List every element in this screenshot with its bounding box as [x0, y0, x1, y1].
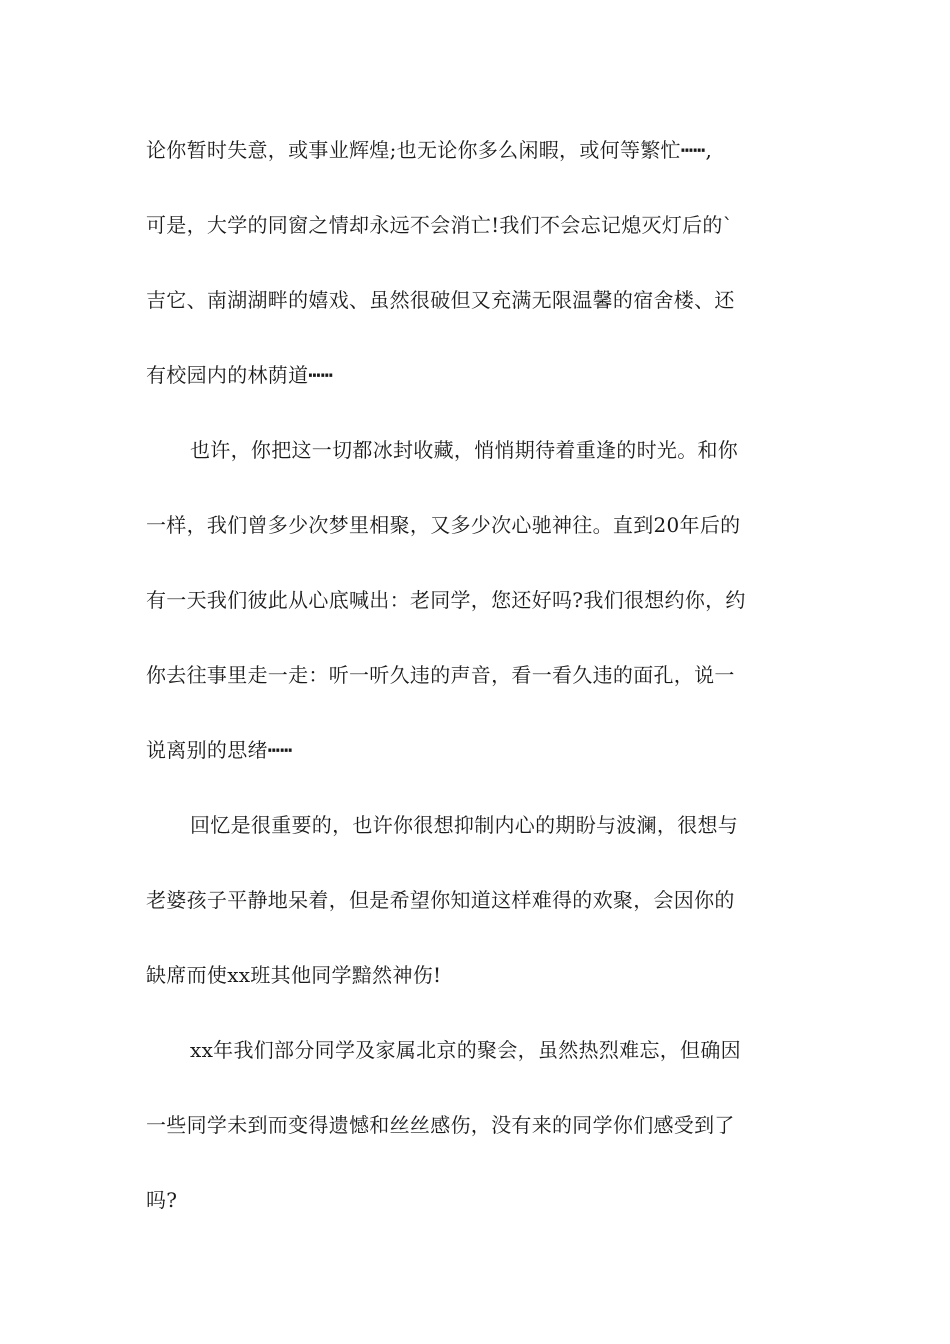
paragraph-first-line: 也许，你把这一切都冰封收藏，悄悄期待着重逢的时光。和你 [190, 438, 739, 462]
text-line: 可是，大学的同窗之情却永远不会消亡!我们不会忘记熄灭灯后的` [146, 213, 734, 237]
text-line: 有校园内的林荫道┅┅ [146, 363, 334, 387]
text-line: 吉它、南湖湖畔的嬉戏、虽然很破但又充满无限温馨的宿舍楼、还 [146, 288, 735, 312]
text-line: 吗? [146, 1188, 178, 1212]
text-line: 论你暂时失意，或事业辉煌;也无论你多么闲暇，或何等繁忙┅┅, [146, 138, 713, 162]
text-line: 你去往事里走一走：听一听久违的声音，看一看久违的面孔，说一 [146, 663, 735, 687]
text-line: 老婆孩子平静地呆着，但是希望你知道这样难得的欢聚，会因你的 [146, 888, 735, 912]
paragraph-first-line: xx年我们部分同学及家属北京的聚会，虽然热烈难忘，但确因 [190, 1038, 741, 1062]
text-line: 一些同学未到而变得遗憾和丝丝感伤，没有来的同学你们感受到了 [146, 1113, 735, 1137]
text-line: 有一天我们彼此从心底喊出：老同学，您还好吗?我们很想约你，约 [146, 588, 746, 612]
paragraph-first-line: 回忆是很重要的，也许你很想抑制内心的期盼与波澜，很想与 [190, 813, 739, 837]
text-line: 说离别的思绪┅┅ [146, 738, 293, 762]
text-line: 一样，我们曾多少次梦里相聚，又多少次心驰神往。直到20年后的 [146, 513, 741, 537]
text-line: 缺席而使xx班其他同学黯然神伤! [146, 963, 442, 987]
